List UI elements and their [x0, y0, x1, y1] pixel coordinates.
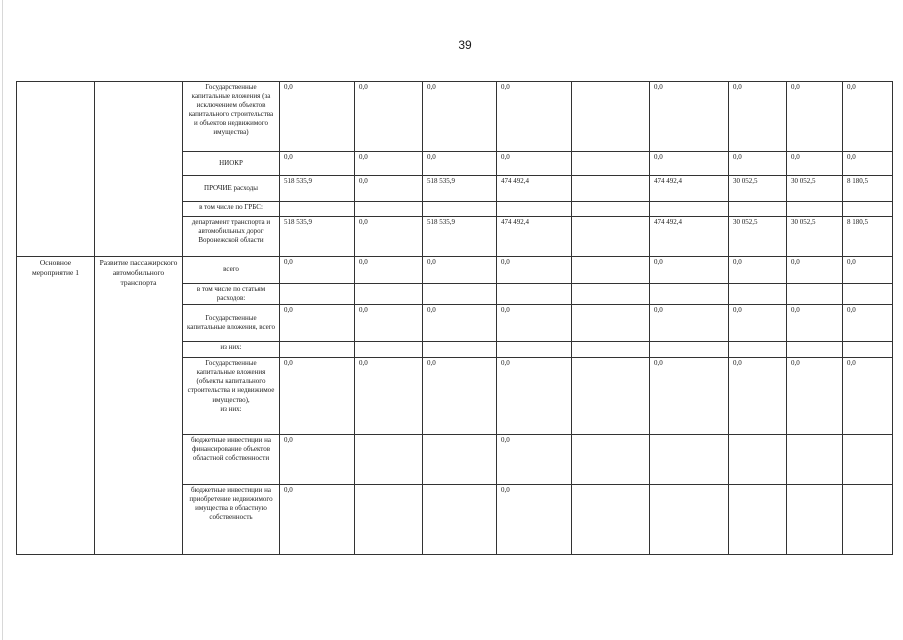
value-cell — [650, 485, 729, 555]
row-label — [183, 202, 280, 217]
page-number: 39 — [458, 38, 472, 52]
value-cell: 30 052,5 — [729, 217, 787, 257]
value-cell: 474 492,4 — [497, 217, 572, 257]
activity-title-cell: Развитие пассажирского автомобильного транспорта — [95, 257, 183, 555]
value-cell — [572, 257, 650, 284]
value-cell: 0,0 — [843, 152, 893, 176]
value-cell — [729, 485, 787, 555]
row-label — [183, 82, 280, 152]
row-label-text: бюджетные инвестиции на приобретение недвижимого имущества в областную собственность — [189, 486, 273, 522]
value-cell — [572, 82, 650, 152]
value-cell: 0,0 — [650, 358, 729, 435]
value-cell: 0,0 — [497, 152, 572, 176]
value-cell: 0,0 — [843, 82, 893, 152]
value-cell: 0,0 — [423, 152, 497, 176]
budget-table — [16, 81, 893, 555]
value-cell — [572, 202, 650, 217]
row-label — [183, 284, 280, 305]
row-label — [183, 485, 280, 555]
row-label — [183, 305, 280, 342]
value-cell: 0,0 — [729, 152, 787, 176]
value-cell: 0,0 — [280, 485, 355, 555]
value-cell: 0,0 — [843, 257, 893, 284]
value-cell: 0,0 — [497, 305, 572, 342]
value-cell: 474 492,4 — [497, 176, 572, 202]
value-cell — [572, 176, 650, 202]
value-cell — [787, 485, 843, 555]
value-cell — [787, 202, 843, 217]
table-row — [17, 257, 893, 284]
value-cell: 0,0 — [787, 82, 843, 152]
value-cell — [355, 342, 423, 358]
value-cell — [729, 202, 787, 217]
value-cell — [572, 342, 650, 358]
value-cell — [787, 284, 843, 305]
row-label-text: Государственные капитальные вложения, всего — [187, 314, 275, 332]
value-cell — [355, 485, 423, 555]
row-label-text: департамент транспорта и автомобильных дорог Воронежской области — [191, 218, 271, 245]
value-cell — [280, 284, 355, 305]
value-cell — [572, 485, 650, 555]
value-cell: 0,0 — [355, 152, 423, 176]
value-cell: 0,0 — [729, 257, 787, 284]
value-cell — [355, 284, 423, 305]
value-cell — [843, 284, 893, 305]
value-cell: 0,0 — [355, 358, 423, 435]
value-cell — [355, 435, 423, 485]
value-cell — [572, 305, 650, 342]
value-cell — [572, 217, 650, 257]
value-cell: 0,0 — [423, 358, 497, 435]
value-cell: 30 052,5 — [787, 176, 843, 202]
value-cell — [729, 284, 787, 305]
row-label — [183, 342, 280, 358]
value-cell: 0,0 — [355, 257, 423, 284]
value-cell: 0,0 — [280, 435, 355, 485]
value-cell: 30 052,5 — [787, 217, 843, 257]
value-cell — [650, 284, 729, 305]
value-cell — [787, 342, 843, 358]
row-label — [183, 257, 280, 284]
value-cell: 0,0 — [423, 82, 497, 152]
value-cell: 0,0 — [497, 485, 572, 555]
value-cell: 0,0 — [280, 358, 355, 435]
row-label-text: НИОКР — [219, 158, 243, 167]
row-label-text: в том числе по статьям расходов: — [196, 285, 266, 303]
value-cell: 0,0 — [423, 257, 497, 284]
value-cell — [497, 284, 572, 305]
row-label-text: Государственные капитальные вложения (объекты капитального строительства и недвижимое имущество), — [187, 359, 275, 404]
value-cell: 0,0 — [650, 257, 729, 284]
value-cell: 0,0 — [497, 435, 572, 485]
value-cell — [843, 342, 893, 358]
value-cell: 0,0 — [787, 305, 843, 342]
row-label-text: Государственные капитальные вложения (за исключением объектов капитального строительства и объектов недвижимого имущества) — [188, 83, 274, 137]
group-cell-empty — [17, 82, 95, 257]
row-label-text: в том числе по ГРБС: — [199, 203, 263, 211]
value-cell: 0,0 — [729, 82, 787, 152]
value-cell — [355, 202, 423, 217]
value-cell: 518 535,9 — [280, 217, 355, 257]
value-cell — [843, 202, 893, 217]
value-cell: 0,0 — [280, 152, 355, 176]
value-cell — [423, 435, 497, 485]
value-cell — [843, 485, 893, 555]
group-cell-empty — [95, 82, 183, 257]
value-cell: 0,0 — [423, 305, 497, 342]
value-cell: 0,0 — [355, 217, 423, 257]
value-cell — [572, 152, 650, 176]
value-cell: 0,0 — [497, 82, 572, 152]
value-cell: 0,0 — [729, 305, 787, 342]
activity-cell: Основное мероприятие 1 — [17, 257, 95, 555]
value-cell: 0,0 — [787, 152, 843, 176]
row-label — [183, 152, 280, 176]
value-cell: 0,0 — [497, 257, 572, 284]
value-cell — [572, 358, 650, 435]
value-cell — [650, 435, 729, 485]
value-cell — [843, 435, 893, 485]
table-row — [17, 82, 893, 152]
value-cell — [423, 342, 497, 358]
value-cell — [497, 202, 572, 217]
value-cell: 518 535,9 — [280, 176, 355, 202]
value-cell: 8 180,5 — [843, 217, 893, 257]
value-cell: 0,0 — [280, 82, 355, 152]
value-cell: 30 052,5 — [729, 176, 787, 202]
value-cell: 0,0 — [843, 358, 893, 435]
value-cell — [280, 342, 355, 358]
row-label-text: из них: — [220, 343, 242, 352]
value-cell — [787, 435, 843, 485]
row-label — [183, 358, 280, 435]
value-cell — [423, 485, 497, 555]
value-cell: 0,0 — [729, 358, 787, 435]
value-cell: 518 535,9 — [423, 176, 497, 202]
row-label — [183, 176, 280, 202]
value-cell: 0,0 — [355, 305, 423, 342]
value-cell: 0,0 — [650, 152, 729, 176]
value-cell: 0,0 — [787, 257, 843, 284]
value-cell: 0,0 — [843, 305, 893, 342]
value-cell — [572, 435, 650, 485]
scan-edge — [2, 0, 3, 640]
value-cell — [423, 284, 497, 305]
value-cell — [650, 342, 729, 358]
row-label-subtext: из них: — [220, 404, 242, 413]
value-cell — [650, 202, 729, 217]
value-cell: 0,0 — [650, 82, 729, 152]
value-cell — [280, 202, 355, 217]
row-label-text: бюджетные инвестиции на финансирование объектов областной собственности — [190, 436, 271, 463]
value-cell: 0,0 — [280, 257, 355, 284]
value-cell — [572, 284, 650, 305]
value-cell: 8 180,5 — [843, 176, 893, 202]
value-cell: 0,0 — [787, 358, 843, 435]
row-label-text: всего — [223, 265, 239, 274]
row-label-text: ПРОЧИЕ расходы — [204, 183, 258, 192]
value-cell: 474 492,4 — [650, 176, 729, 202]
row-label — [183, 435, 280, 485]
value-cell — [729, 435, 787, 485]
value-cell: 474 492,4 — [650, 217, 729, 257]
value-cell — [497, 342, 572, 358]
value-cell — [729, 342, 787, 358]
value-cell: 0,0 — [280, 305, 355, 342]
value-cell: 0,0 — [650, 305, 729, 342]
value-cell: 0,0 — [355, 82, 423, 152]
value-cell: 0,0 — [497, 358, 572, 435]
value-cell: 0,0 — [355, 176, 423, 202]
value-cell: 518 535,9 — [423, 217, 497, 257]
row-label — [183, 217, 280, 257]
value-cell — [423, 202, 497, 217]
